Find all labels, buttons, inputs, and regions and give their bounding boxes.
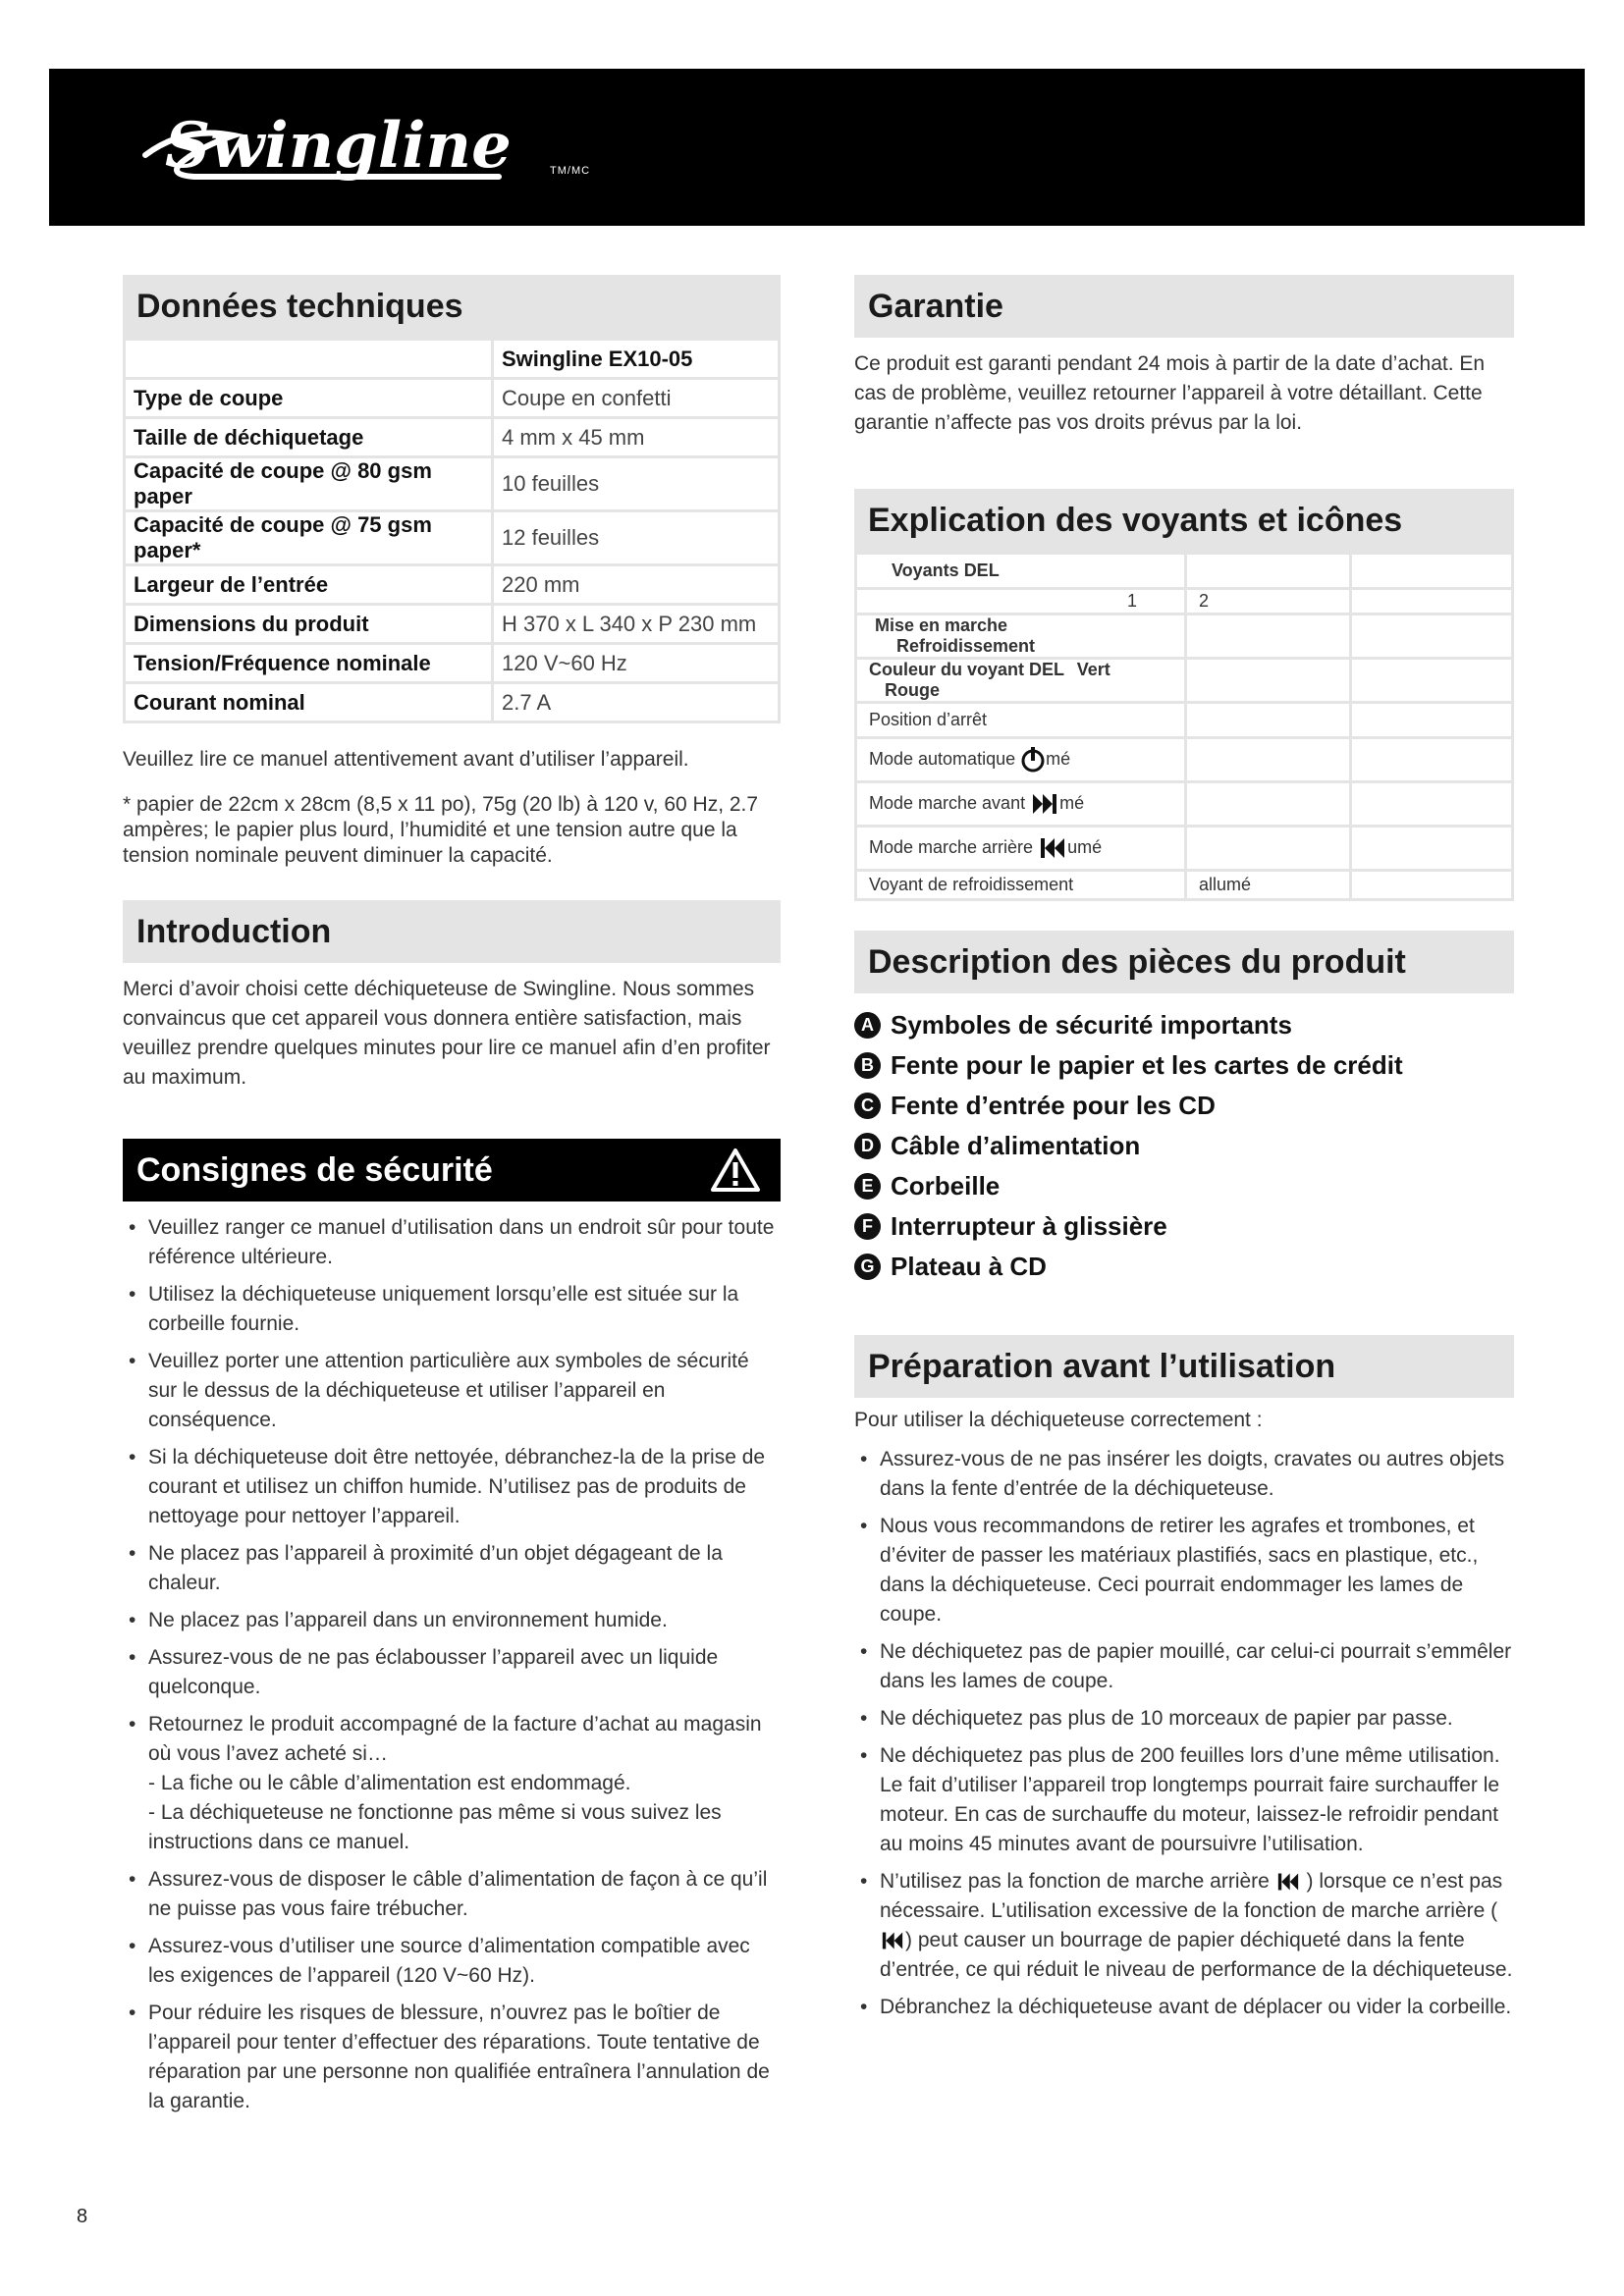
part-label: Interrupteur à glissière xyxy=(891,1211,1167,1241)
list-item: • Retournez le produit accompagné de la facture d’achat au magasin où vous l’avez acheté si… xyxy=(135,1710,781,1769)
power-on-label: Mise en marche xyxy=(875,615,1008,635)
led-color-row xyxy=(856,659,1186,703)
reverse-icon xyxy=(1275,1871,1301,1893)
part-label: Symboles de sécurité importants xyxy=(891,1010,1292,1040)
part-letter-badge: C xyxy=(854,1093,881,1119)
sub-item: - La déchiqueteuse ne fonctionne pas même si vous suivez les instructions dans ce manuel. xyxy=(148,1801,722,1853)
list-item: • Veuillez porter une attention particulière aux symboles de sécurité sur le dessus de la déchiqueteuse et utiliser l’appareil en conséquence. xyxy=(135,1347,781,1435)
list-item: • Nous vous recommandons de retirer les agrafes et trombones, et d’éviter de passer les matériaux plastifiés, sacs en plastique, etc., dans la déchiqueteuse. Ceci pourrait endommager les lames de coupe. xyxy=(866,1512,1514,1629)
table-row xyxy=(125,644,780,683)
safety-header xyxy=(123,1139,781,1201)
led-title: Explication des voyants et icônes xyxy=(854,489,1514,552)
part-letter-badge: G xyxy=(854,1254,881,1280)
read-manual-note: Veuillez lire ce manuel attentivement avant d’utiliser l’appareil. xyxy=(123,748,689,771)
auto-mode-cell xyxy=(856,738,1186,782)
red-label: Rouge xyxy=(885,680,940,700)
spec-label: Courant nominal xyxy=(125,683,493,722)
list-item: • Ne déchiquetez pas de papier mouillé, car celui-ci pourrait s’emmêler dans les lames de coupe. xyxy=(866,1637,1514,1696)
led-color-label: Couleur du voyant DEL xyxy=(869,660,1064,679)
cooling-on-value: allumé xyxy=(1186,871,1351,900)
list-item xyxy=(854,1126,1514,1166)
reverse-mode-cell xyxy=(856,827,1186,871)
warranty-text: Ce produit est garanti pendant 24 mois à partir de la date d’achat. En cas de problème, veuillez retourner l’appareil à votre détaillant. Cette garantie n’affecte pas vos droits prévus par la loi. xyxy=(854,352,1486,434)
intro-text: Merci d’avoir choisi cette déchiqueteuse de Swingline. Nous sommes convaincus que cet appareil vous donnera entière satisfaction, mais veuillez prendre quelques minutes pour lire ce manuel afin d’en profiter au maximum. xyxy=(123,978,771,1089)
spec-value: 12 feuilles xyxy=(493,511,780,565)
list-item: • Assurez-vous de ne pas insérer les doigts, cravates ou autres objets dans la fente d’entrée de la déchiqueteuse. xyxy=(866,1445,1514,1504)
spec-value: H 370 x L 340 x P 230 mm xyxy=(493,605,780,644)
part-label: Plateau à CD xyxy=(891,1252,1047,1281)
part-label: Fente pour le papier et les cartes de crédit xyxy=(891,1050,1403,1080)
list-item xyxy=(854,1086,1514,1126)
spec-label: Capacité de coupe @ 80 gsm paper xyxy=(125,457,493,511)
safety-title: Consignes de sécurité xyxy=(136,1150,493,1189)
part-label: Fente d’entrée pour les CD xyxy=(891,1091,1216,1120)
table-cell-empty xyxy=(1186,703,1351,738)
list-item: • Débranchez la déchiqueteuse avant de déplacer ou vider la corbeille. xyxy=(866,1993,1514,2022)
list-item: • Ne déchiquetez pas plus de 200 feuilles lors d’une même utilisation. Le fait d’utiliser l’appareil trop longtemps pourrait faire surchauffer le moteur. En cas de surchauffe du moteur, laissez-le refroidir pendant au moins 45 minutes avant de poursuivre l’utilisation. xyxy=(866,1741,1514,1859)
reverse-icon xyxy=(1038,835,1067,861)
safety-section xyxy=(123,1139,781,2124)
part-letter-badge: A xyxy=(854,1012,881,1039)
table-row xyxy=(125,511,780,565)
reverse-mode-label: Mode marche arrière xyxy=(869,836,1034,857)
table-cell-empty xyxy=(1351,703,1513,738)
spec-value: 4 mm x 45 mm xyxy=(493,418,780,457)
spec-value: 10 feuilles xyxy=(493,457,780,511)
intro-title: Introduction xyxy=(123,900,781,963)
table-row xyxy=(125,565,780,605)
parts-title: Description des pièces du produit xyxy=(854,931,1514,993)
parts-section xyxy=(854,931,1514,1287)
led-header: Voyants DEL xyxy=(856,554,1186,589)
spec-value: 2.7 A xyxy=(493,683,780,722)
specs-title: Données techniques xyxy=(123,275,781,338)
reverse-icon xyxy=(880,1930,905,1951)
forward-mode-label: Mode marche avant xyxy=(869,792,1026,813)
reverse-warning-b: ) lorsque ce n’est pas nécessaire. L’utilisation excessive de la fonction de marche arrière ( xyxy=(880,1870,1503,1922)
on-label-tail: mé xyxy=(1059,792,1085,813)
table-row xyxy=(856,782,1513,827)
spec-value: 120 V~60 Hz xyxy=(493,644,780,683)
table-cell-empty xyxy=(1186,554,1351,589)
prep-section xyxy=(854,1335,1514,2030)
led-number-2: 2 xyxy=(1186,589,1351,614)
table-row xyxy=(856,703,1513,738)
cooling-indicator-label: Voyant de refroidissement xyxy=(856,871,1186,900)
part-label: Corbeille xyxy=(891,1171,1001,1201)
list-item xyxy=(854,1206,1514,1247)
table-row xyxy=(856,554,1513,589)
list-item: • Pour réduire les risques de blessure, n’ouvrez pas le boîtier de l’appareil pour tenter d’effectuer des réparations. Toute tentative de réparation par une personne non qualifiée entraînera l’annulation de la garantie. xyxy=(135,1999,781,2116)
table-row xyxy=(125,457,780,511)
list-item xyxy=(866,1867,1514,1985)
table-cell-empty xyxy=(1186,782,1351,827)
svg-text:Swingline: Swingline xyxy=(165,109,512,183)
list-item: • Ne déchiquetez pas plus de 10 morceaux de papier par passe. xyxy=(866,1704,1514,1734)
list-item: • Utilisez la déchiqueteuse uniquement lorsqu’elle est située sur la corbeille fournie. xyxy=(135,1280,781,1339)
list-item xyxy=(854,1005,1514,1045)
spec-label: Dimensions du produit xyxy=(125,605,493,644)
warning-triangle-icon xyxy=(710,1148,761,1193)
table-cell-empty xyxy=(1351,871,1513,900)
led-mode-header xyxy=(856,614,1186,659)
table-cell-empty xyxy=(1351,614,1513,659)
table-row xyxy=(856,614,1513,659)
table-cell-empty xyxy=(1351,589,1513,614)
table-cell-empty xyxy=(1186,827,1351,871)
list-item: • Ne placez pas l’appareil dans un environnement humide. xyxy=(135,1606,781,1635)
list-item: • Assurez-vous de ne pas éclabousser l’appareil avec un liquide quelconque. xyxy=(135,1643,781,1702)
model-header: Swingline EX10-05 xyxy=(493,340,780,379)
table-row xyxy=(125,340,780,379)
part-letter-badge: F xyxy=(854,1213,881,1240)
sub-item: - La fiche ou le câble d’alimentation est endommagé. xyxy=(148,1772,631,1794)
table-cell-empty xyxy=(1351,554,1513,589)
spec-value: Coupe en confetti xyxy=(493,379,780,418)
part-label: Câble d’alimentation xyxy=(891,1131,1141,1160)
power-auto-icon xyxy=(1020,746,1046,774)
reverse-warning-a: N’utilisez pas la fonction de marche arrière xyxy=(880,1870,1270,1893)
table-row xyxy=(856,827,1513,871)
spec-label: Type de coupe xyxy=(125,379,493,418)
spec-label: Taille de déchiquetage xyxy=(125,418,493,457)
safety-list xyxy=(123,1213,781,2116)
list-item: • Si la déchiqueteuse doit être nettoyée, débranchez-la de la prise de courant et utilisez un chiffon humide. N’utilisez pas de produits de nettoyage pour nettoyer l’appareil. xyxy=(135,1443,781,1531)
parts-list xyxy=(854,1005,1514,1287)
list-item: • Assurez-vous de disposer le câble d’alimentation de façon à ce qu’il ne puisse pas vous faire trébucher. xyxy=(135,1865,781,1924)
table-row xyxy=(856,871,1513,900)
table-row xyxy=(125,379,780,418)
paper-footnote: * papier de 22cm x 28cm (8,5 x 11 po), 75g (20 lb) à 120 v, 60 Hz, 2.7 ampères; le papier plus lourd, l’humidité et une tension autre que la tension nominale peuvent diminuer la capacité. xyxy=(123,793,759,867)
list-item: • Assurez-vous d’utiliser une source d’alimentation compatible avec les exigences de l’appareil (120 V~60 Hz). xyxy=(135,1932,781,1991)
part-letter-badge: B xyxy=(854,1052,881,1079)
reverse-warning-c: ) peut causer un bourrage de papier déchiqueté dans la fente d’entrée, ce qui réduit le niveau de performance de la déchiqueteuse. xyxy=(880,1929,1513,1981)
warranty-title: Garantie xyxy=(854,275,1514,338)
warranty-section xyxy=(854,275,1514,438)
prep-title: Préparation avant l’utilisation xyxy=(854,1335,1514,1398)
led-table xyxy=(854,552,1514,901)
trademark-label: TM/MC xyxy=(550,165,591,177)
led-section xyxy=(854,489,1514,901)
on-label-tail: mé xyxy=(1046,748,1071,769)
cooling-label: Refroidissement xyxy=(896,636,1036,656)
page-number: 8 xyxy=(77,2206,88,2227)
table-cell-empty xyxy=(1351,827,1513,871)
on-label-tail: umé xyxy=(1067,836,1103,857)
part-letter-badge: E xyxy=(854,1173,881,1200)
table-cell-empty xyxy=(1351,782,1513,827)
prep-list xyxy=(854,1445,1514,2022)
led-number-1: 1 xyxy=(856,589,1186,614)
table-row xyxy=(856,659,1513,703)
table-cell-empty xyxy=(1186,659,1351,703)
table-row xyxy=(856,589,1513,614)
spec-label: Tension/Fréquence nominale xyxy=(125,644,493,683)
green-label: Vert xyxy=(1076,660,1110,679)
list-item: • Veuillez ranger ce manuel d’utilisation dans un endroit sûr pour toute référence ultérieure. xyxy=(135,1213,781,1272)
table-cell-empty xyxy=(1186,738,1351,782)
list-item xyxy=(854,1166,1514,1206)
table-cell-empty xyxy=(1186,614,1351,659)
spec-label: Capacité de coupe @ 75 gsm paper* xyxy=(125,511,493,565)
table-cell-empty xyxy=(125,340,493,379)
list-item xyxy=(854,1045,1514,1086)
intro-section xyxy=(123,900,781,1093)
prep-intro: Pour utiliser la déchiqueteuse correctement : xyxy=(854,1409,1263,1431)
auto-mode-label: Mode automatique xyxy=(869,748,1016,769)
off-position-label: Position d’arrêt xyxy=(856,703,1186,738)
part-letter-badge: D xyxy=(854,1133,881,1159)
table-cell-empty xyxy=(1351,738,1513,782)
list-item: • Ne placez pas l’appareil à proximité d’un objet dégageant de la chaleur. xyxy=(135,1539,781,1598)
table-row xyxy=(125,605,780,644)
spec-label: Largeur de l’entrée xyxy=(125,565,493,605)
specs-section xyxy=(123,275,781,869)
forward-icon xyxy=(1030,791,1059,817)
forward-mode-cell xyxy=(856,782,1186,827)
swingline-logo xyxy=(126,86,597,194)
specs-table xyxy=(123,338,781,723)
table-cell-empty xyxy=(1351,659,1513,703)
table-row xyxy=(125,683,780,722)
spec-value: 220 mm xyxy=(493,565,780,605)
table-row xyxy=(856,738,1513,782)
table-row xyxy=(125,418,780,457)
list-item xyxy=(854,1247,1514,1287)
